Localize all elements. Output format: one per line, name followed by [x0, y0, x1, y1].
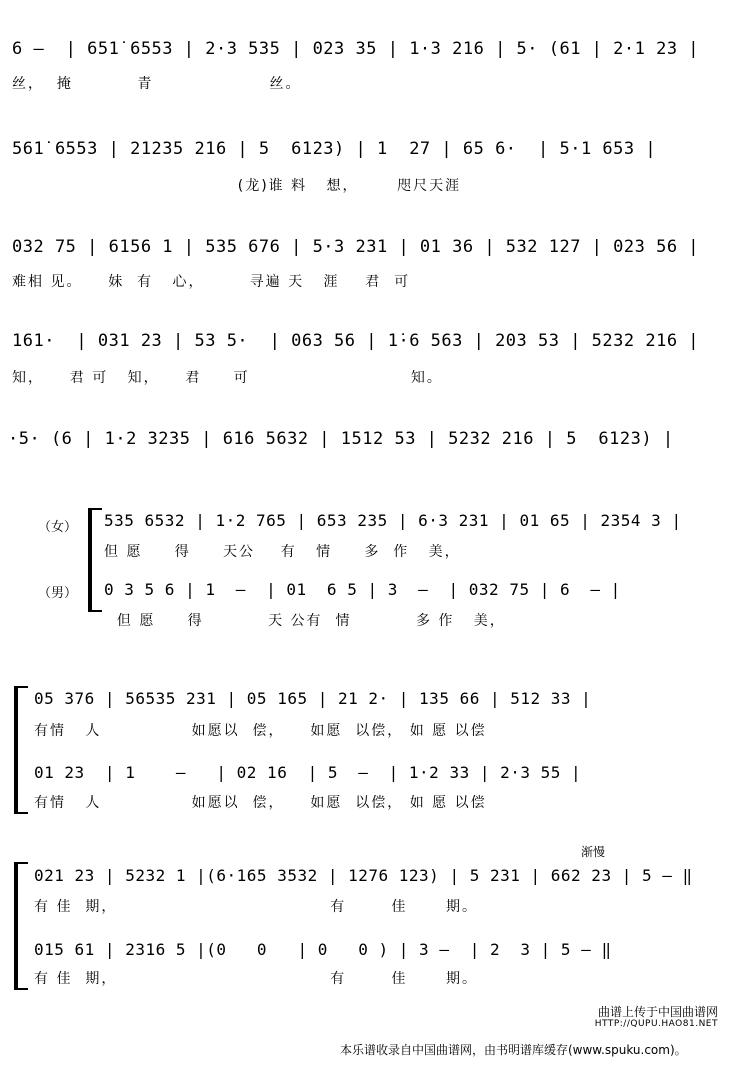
duet-2-female-notes: 05 376 | 56535 231 | 05 165 | 21 2· | 135 66 | 512 33 |	[34, 689, 592, 708]
staff-line-3-notes: 032 75 | 6156 1 | 535 676 | 5·3 231 | 01 36 | 532 127 | 023 56 |	[12, 237, 700, 257]
staff-line-1-notes: 6 – | 651̇ 6553 | 2·3 535 | 023 35 | 1·3 216 | 5· (61 | 2·1 23 |	[12, 39, 700, 59]
duet-3-male-notes: 015 61 | 2316 5 |(0 0 | 0 0 ) | 3 – | 2 3 | 5 – ‖	[34, 940, 612, 959]
source-footer: 本乐谱收录自中国曲谱网，由书明谱库缓存(www.spuku.com)。	[340, 1043, 687, 1057]
duet-3-female-lyrics: 有 佳 期， 有 佳 期。	[34, 899, 479, 915]
watermark-title: 曲谱上传于中国曲谱网	[597, 1005, 718, 1019]
duet-bracket-2	[14, 686, 28, 814]
staff-line-2-notes: 561̇ 6553 | 21235 216 | 5 6123) | 1 27 | 65 6· | 5·1 653 |	[12, 139, 657, 159]
female-part-label: （女）	[38, 520, 78, 535]
duet-1-female-lyrics: 但 愿 得 天公 有 情 多 作 美，	[104, 544, 461, 560]
duet-1-male-lyrics: 但 愿 得 天 公有 情 多 作 美，	[104, 613, 506, 629]
duet-3-male-lyrics: 有 佳 期， 有 佳 期。	[34, 971, 479, 987]
duet-bracket-1	[88, 508, 102, 612]
staff-line-5-notes: ·5· (6 | 1·2 3235 | 61̇6 5632 | 1512 53 | 5232 216 | 5 6123) |	[8, 429, 674, 449]
duet-2-male-notes: 01 23 | 1 – | 02 16 | 5 – | 1·2 33 | 2·3 55 |	[34, 763, 582, 782]
male-part-label: （男）	[38, 586, 78, 601]
staff-line-3-lyrics: 难相 见。 妹 有 心， 寻遍 天 涯 君 可	[12, 274, 411, 290]
staff-line-2-lyrics: (龙)谁 料 想， 咫尺天涯	[12, 178, 462, 194]
watermark-url: HTTP://QUPU.HAO81.NET	[594, 1019, 718, 1029]
staff-line-4-notes: 161· | 031 23 | 53 5· | 063 56 | 1̇·6 563 | 203 53 | 5232 216 |	[12, 331, 700, 351]
duet-2-male-lyrics: 有情 人 如愿以 偿， 如愿 以偿， 如 愿 以偿	[34, 795, 487, 811]
staff-line-4-lyrics: 知， 君 可 知， 君 可 知。	[12, 370, 443, 386]
duet-bracket-3	[14, 862, 28, 990]
duet-3-female-notes: 021 23 | 5232 1 |(6·165 3532 | 1276 123) | 5 231 | 662 23 | 5 – ‖	[34, 866, 693, 885]
staff-line-1-lyrics: 丝， 掩 青 丝。	[12, 76, 302, 92]
duet-2-female-lyrics: 有情 人 如愿以 偿， 如愿 以偿， 如 愿 以偿	[34, 723, 487, 739]
duet-1-male-notes: 0 3 5 6 | 1 – | 01 6 5 | 3 – | 032 75 | 6 – |	[104, 580, 621, 599]
duet-1-female-notes: 535 6532 | 1·2 765 | 653 235 | 6·3 231 | 01 65 | 2354 3 |	[104, 511, 682, 530]
tempo-marking: 渐慢	[581, 845, 606, 859]
